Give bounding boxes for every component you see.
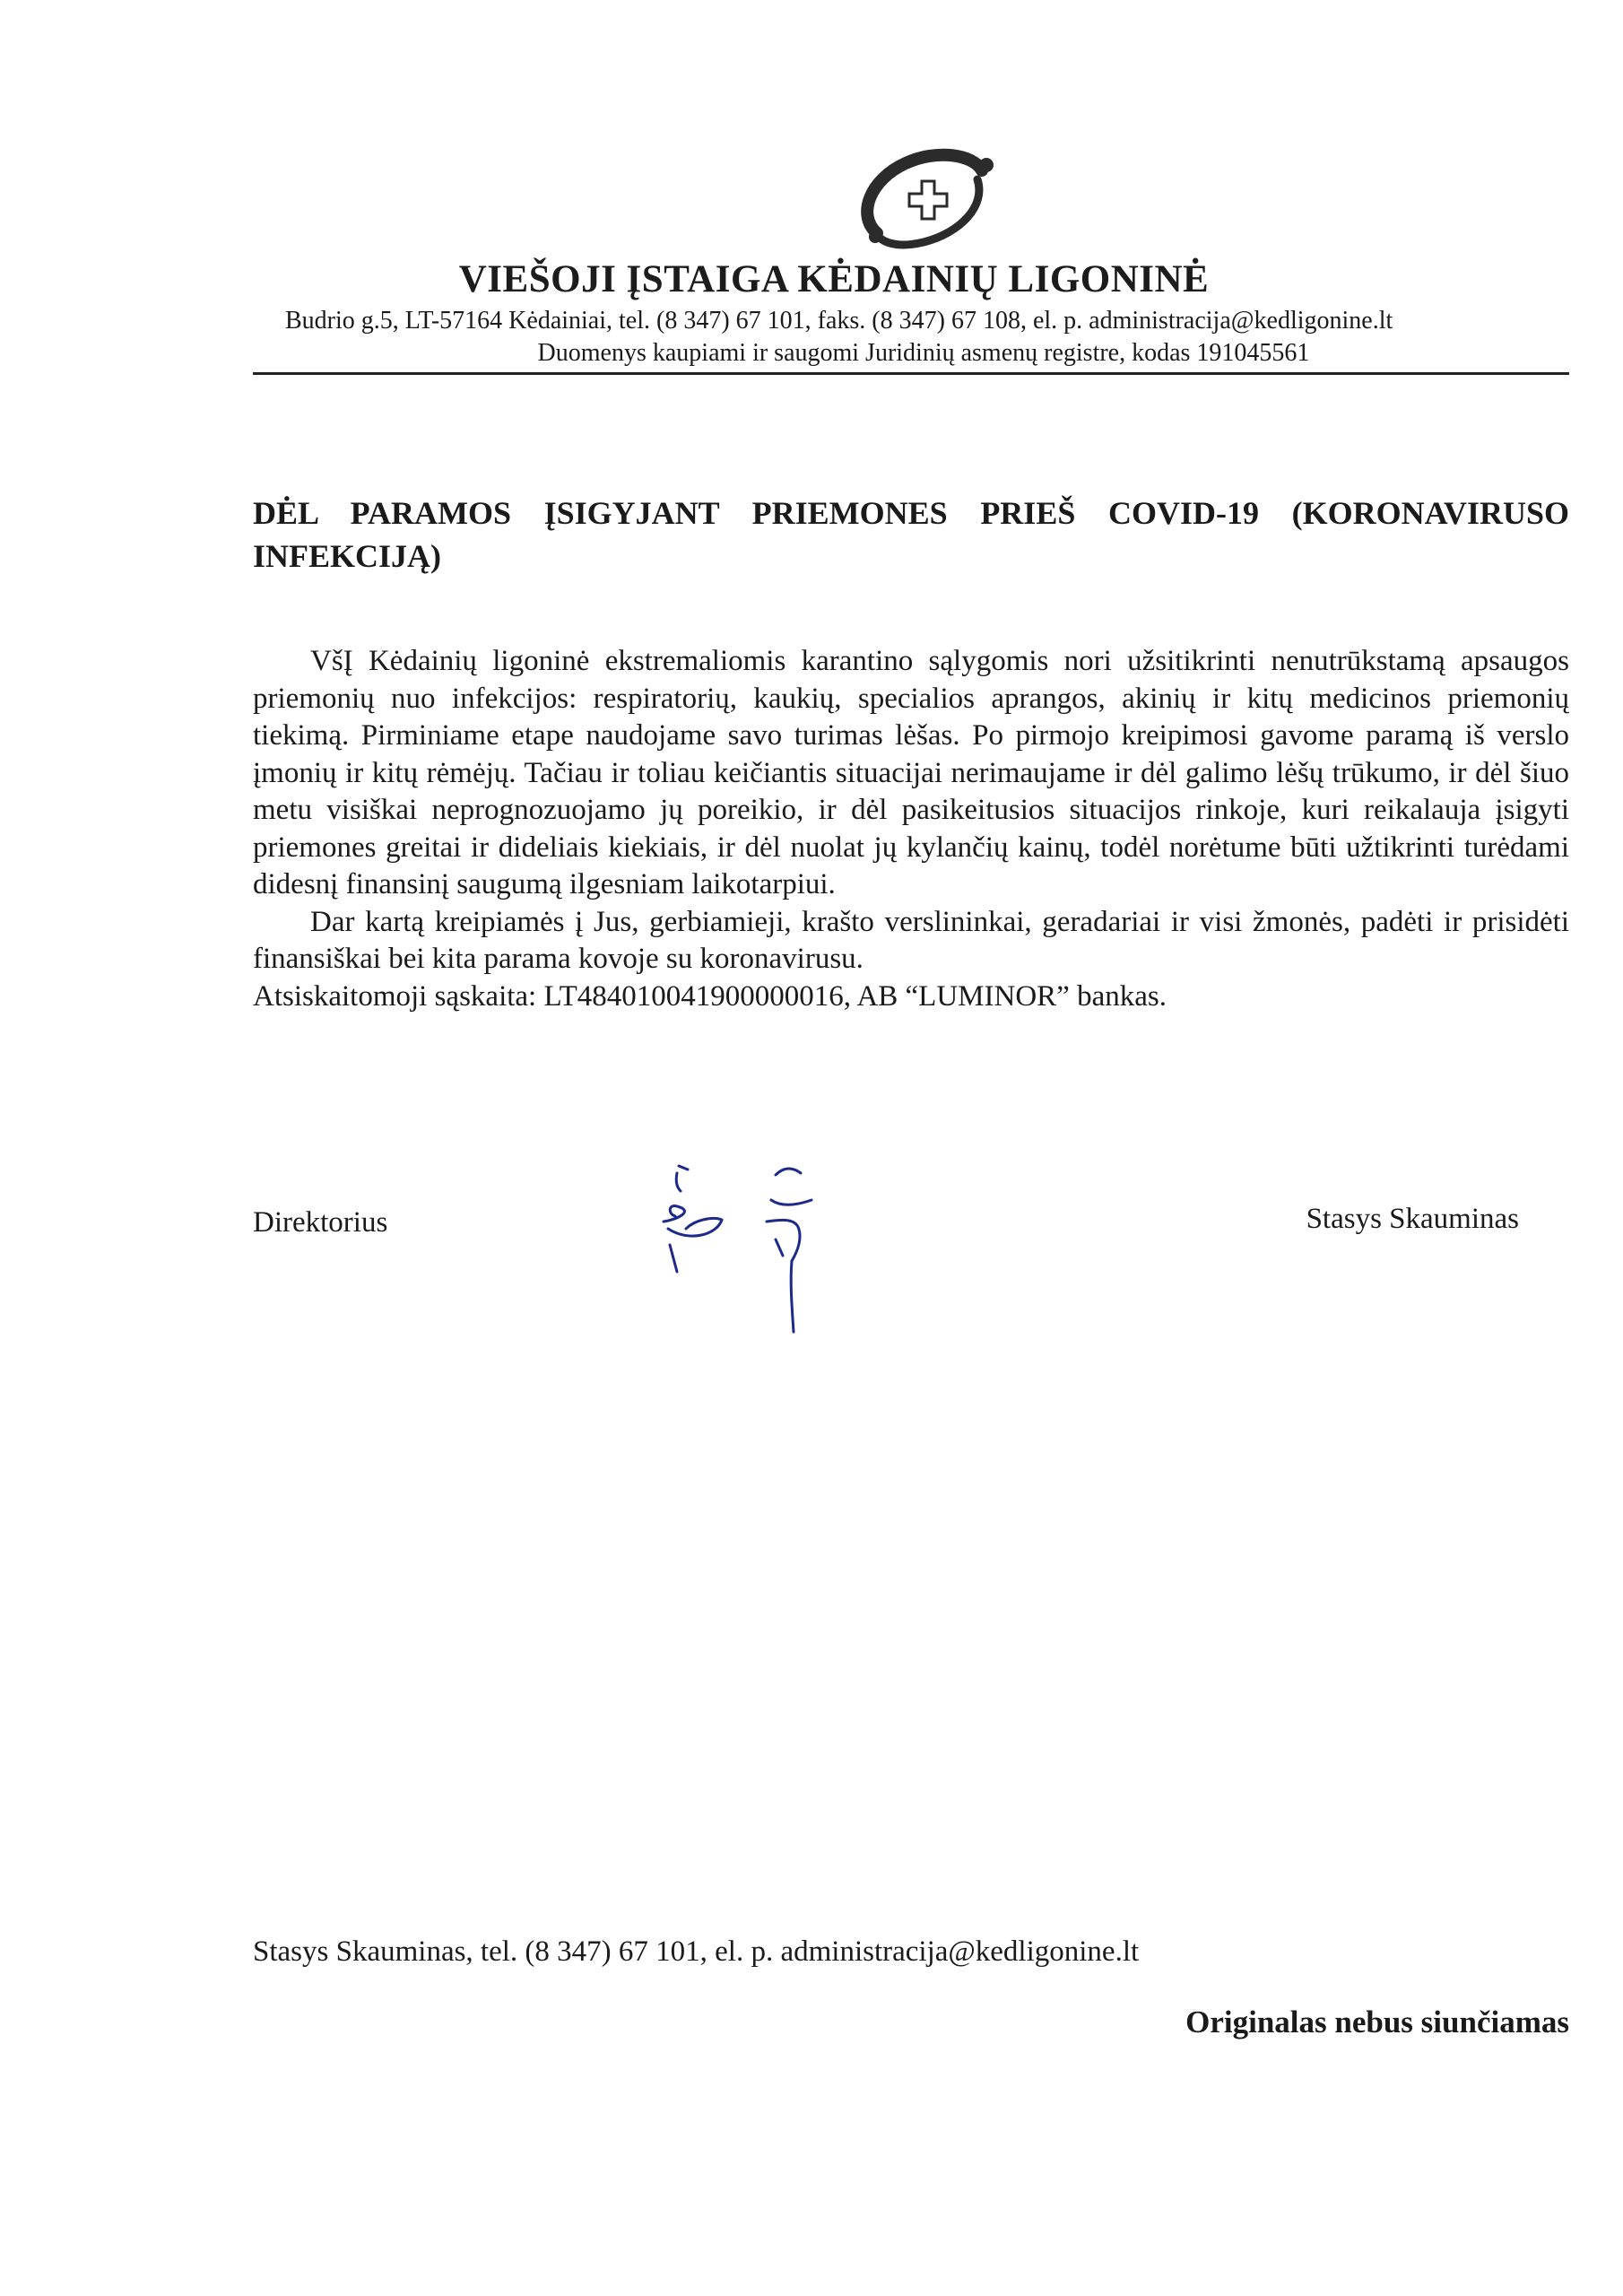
organization-name: VIEŠOJI ĮSTAIGA KĖDAINIŲ LIGONINĖ	[458, 258, 1210, 300]
footer-note: Originalas nebus siunčiamas	[1185, 2005, 1569, 2039]
handwritten-signature	[641, 1157, 829, 1336]
organization-address: Budrio g.5, LT-57164 Kėdainiai, tel. (8 347) 67 101, faks. (8 347) 67 108, el. p. administracija@kedligonine.lt	[285, 307, 1393, 335]
footer-contact: Stasys Skauminas, tel. (8 347) 67 101, el. p. administracija@kedligonine.lt	[253, 1935, 1140, 1968]
body-paragraph-1: VšĮ Kėdainių ligoninė ekstremaliomis karantino sąlygomis nori užsitikrinti nenutrūkstamą apsaugos priemonių nuo infekcijos: respiratorių, kaukių, specialios aprangos, akinių ir kitų medicinos priemonių tiekimą. Pirminiame etape naudojame savo turimas lėšas. Po pirmojo kreipimosi gavome paramą iš verslo įmonių ir kitų rėmėjų. Tačiau ir toliau keičiantis situacijai nerimaujame ir dėl galimo lėšų trūkumo, ir dėl šiuo metu visiškai neprognozuojamo jų poreikio, ir dėl pasikeitusios situacijos rinkoje, kuri reikalauja įsigyti priemones greitai ir dideliais kiekiais, ir dėl nuolat jų kylančių kainų, todėl norėtume būti užtikrinti turėdami didesnį finansinį saugumą ilgesniam laikotarpiui.	[253, 645, 1569, 900]
letter-body	[253, 643, 1569, 1015]
header-divider	[253, 372, 1569, 375]
signatory-role: Direktorius	[253, 1206, 388, 1239]
organization-registry: Duomenys kaupiami ir saugomi Juridinių asmenų registre, kodas 191045561	[537, 339, 1310, 367]
body-paragraph-2: Dar kartą kreipiamės į Jus, gerbiamieji, krašto verslininkai, geradariai ir visi žmonės, padėti ir prisidėti finansiškai bei kita parama kovoje su koronavirusu.	[253, 905, 1569, 975]
signatory-name: Stasys Skauminas	[1306, 1203, 1519, 1235]
letter-title: DĖL PARAMOS ĮSIGYJANT PRIEMONES PRIEŠ COVID-19 (KORONAVIRUSO INFEKCIJĄ)	[253, 495, 1569, 574]
bank-account-line: Atsiskaitomoji sąskaita: LT484010041900000016, AB “LUMINOR” bankas.	[253, 979, 1167, 1013]
hospital-logo-icon	[852, 144, 995, 256]
